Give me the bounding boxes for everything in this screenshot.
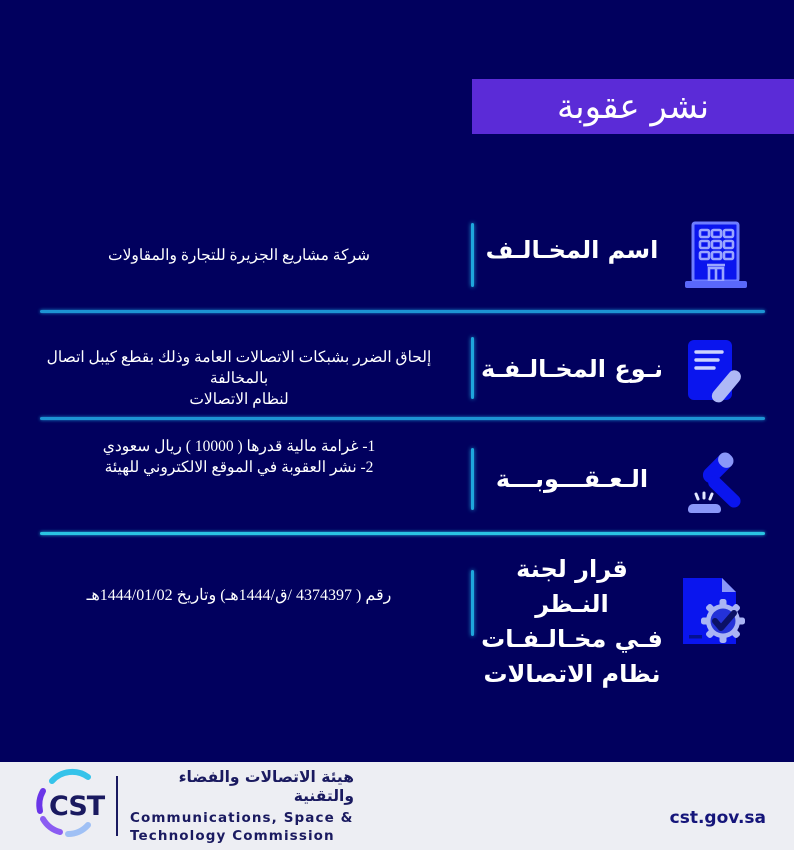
cst-logo (30, 767, 354, 844)
section-committee-decision (0, 548, 794, 688)
committee-decision-label: قرار لجنة النـظر فـي مخـالـفـات نظام الاتصالات (481, 555, 663, 688)
violation-type-label: نـوع المخـالـفـة (480, 355, 664, 383)
banner-title: نشر عقوبة (556, 86, 710, 127)
violator-name-value: شركة مشاريع الجزيرة للتجارة والمقاولات (107, 247, 371, 264)
penalty-banner (472, 79, 794, 134)
footer (0, 762, 794, 850)
penalty-value: 1- غرامة مالية قدرها ( 10000 ) ريال سعودي 2- نشر العقوبة في الموقع الالكتروني للهيئة (102, 438, 376, 476)
violation-type-value: إلحاق الضرر بشبكات الاتصالات العامة وذلك بقطع كيبل اتصال بالمخالفة لنظام الاتصالات (46, 349, 432, 408)
section-violation-type (0, 325, 794, 420)
svg-text:CST: CST (49, 791, 105, 822)
decision-number-value: رقم ( 4374397 /ق/1444هـ) وتاريخ 1444/01/02هـ (86, 587, 392, 604)
website-link[interactable]: cst.gov.sa (669, 808, 766, 828)
org-name-arabic: هيئة الاتصالات والفضاء والتقنية (178, 767, 354, 805)
label-accent-bar (471, 570, 474, 636)
org-name-english-line1: Communications, Space & (130, 809, 354, 826)
logo-divider (116, 776, 118, 836)
section-divider (40, 532, 765, 535)
label-accent-bar (471, 223, 474, 287)
section-divider (40, 417, 765, 420)
approved-document-icon (674, 572, 754, 656)
label-accent-bar (471, 337, 474, 399)
section-violator-name (0, 205, 794, 305)
violator-name-label: اسم المخـالـف (485, 236, 659, 264)
document-pen-icon (678, 337, 748, 411)
cst-logo-mark-icon (30, 768, 108, 844)
org-name-english-line2: Technology Commission (130, 827, 335, 844)
logo-text-block (130, 768, 354, 845)
gavel-icon (680, 448, 752, 524)
label-accent-bar (471, 448, 474, 510)
section-divider (40, 310, 765, 313)
penalty-label: الـعـقـــوبـــة (495, 465, 649, 493)
building-icon (678, 220, 754, 296)
section-penalty (0, 432, 794, 532)
